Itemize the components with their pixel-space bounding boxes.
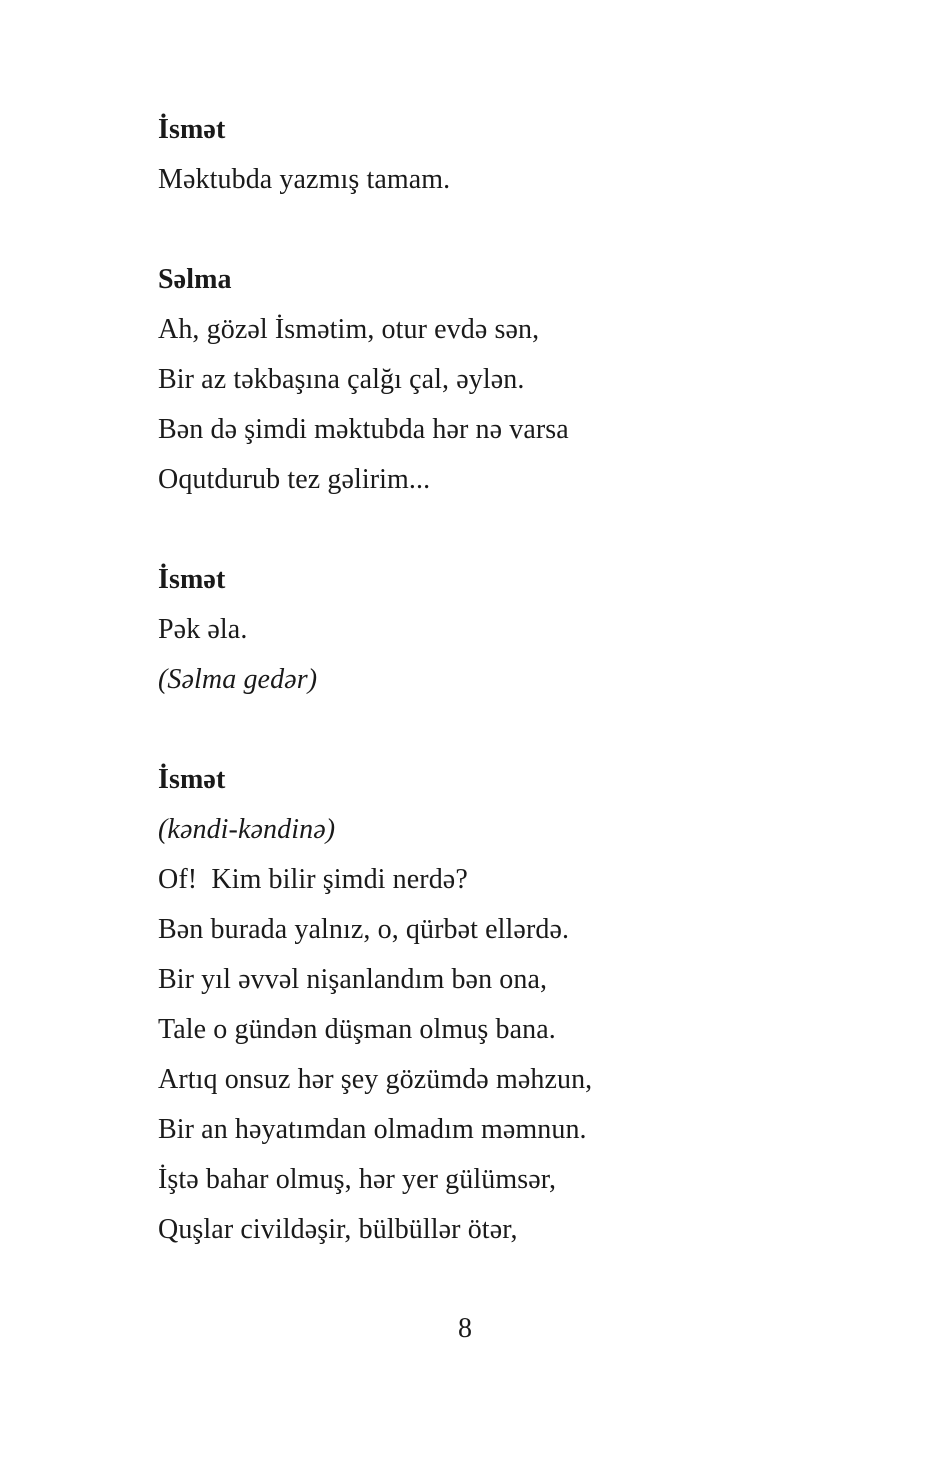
verse-line: Artıq onsuz hər şey gözümdə məhzun, bbox=[158, 1064, 593, 1095]
verse-line: İştə bahar olmuş, hər yer gülümsər, bbox=[158, 1164, 557, 1195]
speaker-name: Səlma bbox=[158, 264, 232, 295]
verse-line: Bir yıl əvvəl nişanlandım bən ona, bbox=[158, 964, 548, 995]
verse-line: Bən burada yalnız, o, qürbət ellərdə. bbox=[158, 914, 570, 945]
verse-line: Quşlar civildəşir, bülbüllər ötər, bbox=[158, 1214, 518, 1245]
stage-direction: (Səlma gedər) bbox=[158, 664, 318, 695]
speaker-name: İsmət bbox=[158, 564, 226, 595]
verse-line: Məktubda yazmış tamam. bbox=[158, 164, 451, 195]
stage-direction: (kəndi-kəndinə) bbox=[158, 814, 336, 845]
verse-line: Tale o gündən düşman olmuş bana. bbox=[158, 1014, 556, 1045]
speaker-name: İsmət bbox=[158, 764, 226, 795]
verse-line: Ah, gözəl İsmətim, otur evdə sən, bbox=[158, 314, 540, 345]
verse-line: Bir az təkbaşına çalğı çal, əylən. bbox=[158, 364, 525, 395]
verse-line: Pək əla. bbox=[158, 614, 248, 645]
page-number: 8 bbox=[458, 1313, 472, 1344]
verse-line: Bən də şimdi məktubda hər nə varsa bbox=[158, 414, 569, 445]
verse-line: Of! Kim bilir şimdi nerdə? bbox=[158, 864, 468, 895]
verse-line: Bir an həyatımdan olmadım məmnun. bbox=[158, 1114, 587, 1145]
verse-line: Oqutdurub tez gəlirim... bbox=[158, 464, 431, 495]
speaker-name: İsmət bbox=[158, 114, 226, 145]
